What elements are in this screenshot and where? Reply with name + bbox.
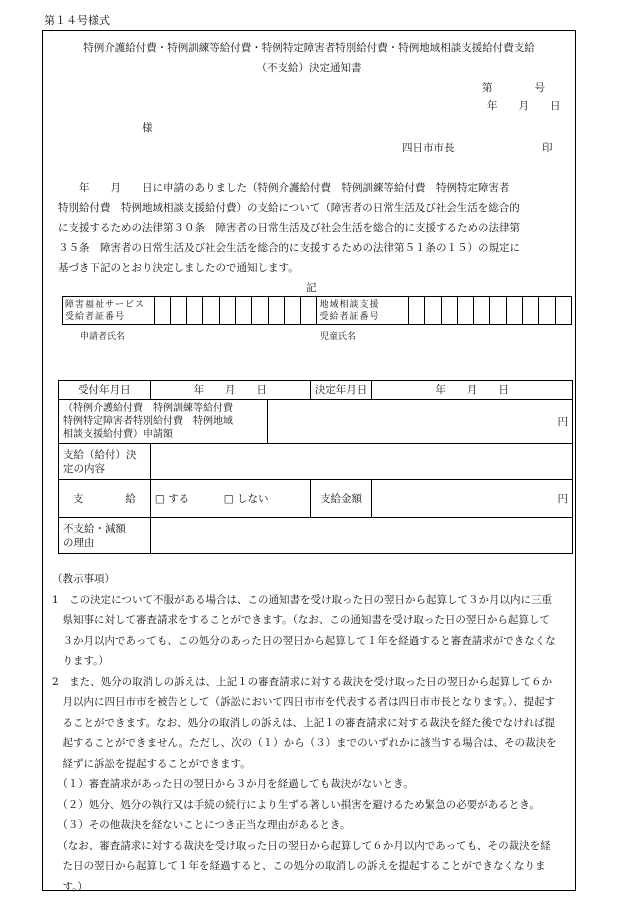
digit-box[interactable]	[555, 297, 571, 325]
note-line: （なお、審査請求に対する裁決を受け取った日の翌日から起算して６か月以内であっても、その裁決を経	[52, 839, 551, 852]
digit-box[interactable]	[523, 297, 539, 325]
document-number: 第 号	[482, 82, 545, 94]
payment-label: 支 給	[59, 480, 151, 518]
note-line: 県知事に対して審査請求をすることができます。（なお、この通知書を受け取った日の翌日から起算して	[52, 614, 550, 626]
digit-box[interactable]	[408, 297, 424, 325]
title-line-1: 特例介護給付費・特例訓練等給付費・特例特定障害者特別給付費・特例地域相談支援給付費支給	[83, 42, 535, 54]
digit-box[interactable]	[187, 297, 203, 325]
body-line: 特別給付費 特例地域相談支援給付費）の支給について（障害者の日常生活及び社会生活を総合的	[58, 202, 520, 214]
certificate-number-table	[62, 296, 572, 325]
consult-cert-label: 地域相談支援 受給者証番号	[317, 297, 409, 325]
note-line: 経ずに訴訟を提起することができます。	[52, 757, 251, 770]
note-line: た日の翌日から起算して１年を経過すると、この処分の取消しの訴えを提起することができなくなりま	[52, 860, 546, 872]
digit-box[interactable]	[252, 297, 268, 325]
reason-field[interactable]	[150, 518, 572, 554]
note-line: ることができます。なお、処分の取消しの訴えは、上記１の審査請求に対する裁決を経た後でなければ提	[52, 716, 556, 729]
note-line: （１）審査請求があった日の翌日から３か月を経過しても裁決がないとき。	[52, 778, 414, 790]
request-amount-label: （特例介護給付費 特例訓練等給付費 特例特定障害者特別給付費 特例地域 相談支援給付費）申請額	[59, 400, 268, 444]
digit-box[interactable]	[170, 297, 186, 325]
payment-amount-field[interactable]	[372, 480, 573, 518]
body-line: 基づき下記のとおり決定しましたので通知します。	[58, 262, 299, 274]
received-date-value[interactable]: 年 月 日	[150, 381, 310, 400]
decision-table	[58, 380, 573, 554]
reason-label: 不支給・減額 の理由	[59, 518, 151, 554]
request-amount-field[interactable]	[268, 400, 573, 444]
payment-amount-label: 支給金額	[310, 480, 372, 518]
digit-box[interactable]	[284, 297, 300, 325]
addressee-suffix: 様	[142, 122, 153, 134]
notice-body	[58, 178, 568, 278]
note-line: す。）	[52, 880, 88, 893]
decision-content-field[interactable]	[150, 444, 572, 480]
child-name-label: 児童氏名	[320, 332, 357, 342]
digit-box[interactable]	[490, 297, 506, 325]
note-line: （２）処分、処分の執行又は手続の続行により生ずる著しい損害を避けるため緊急の必要があるとき。	[52, 798, 540, 811]
digit-box[interactable]	[301, 297, 317, 325]
applicant-name-label: 申請者氏名	[80, 332, 126, 342]
ki-heading: 記	[306, 282, 317, 294]
decision-date-label: 決定年月日	[310, 381, 372, 400]
note-line: 1 この決定について不服がある場合は、この通知書を受け取った日の翌日から起算して３か月以内に三重	[52, 593, 552, 606]
note-line: ります。）	[52, 655, 109, 667]
body-line: に支援するための法律第３０条 障害者の日常生活及び社会生活を総合的に支援するための法律第	[58, 222, 520, 234]
title-line-2: （不支給）決定通知書	[256, 62, 362, 74]
decision-content-label: 支給（給付）決 定の内容	[59, 444, 151, 480]
checkbox-do[interactable]: □ する	[154, 492, 190, 505]
issuer-name: 四日市市長	[402, 142, 455, 154]
received-date-label: 受付年月日	[59, 381, 151, 400]
digit-box[interactable]	[441, 297, 457, 325]
yen-unit: 円	[557, 492, 568, 505]
digit-box[interactable]	[235, 297, 251, 325]
digit-box[interactable]	[506, 297, 522, 325]
body-line: ３５条 障害者の日常生活及び社会生活を総合的に支援するための法律第５１条の１５）の規定に	[58, 242, 520, 254]
note-line: 起することができません。ただし、次の（１）から（３）までのいずれかに該当する場合は、その裁決を	[52, 737, 557, 749]
digit-box[interactable]	[154, 297, 170, 325]
digit-box[interactable]	[425, 297, 441, 325]
issue-date: 年 月 日	[487, 100, 561, 112]
form-number: 第１４号様式	[44, 14, 110, 27]
note-line: ３か月以内であっても、この処分のあった日の翌日から起算して１年を経過すると審査請求ができなくな	[52, 634, 556, 647]
digit-box[interactable]	[539, 297, 555, 325]
note-line: （３）その他裁決を経ないことにつき正当な理由があるとき。	[52, 819, 351, 831]
yen-unit: 円	[557, 415, 568, 428]
digit-box[interactable]	[474, 297, 490, 325]
decision-date-value[interactable]: 年 月 日	[372, 381, 573, 400]
notes-heading: （教示事項）	[52, 573, 115, 585]
note-line: 月以内に四日市市を被告として（訴訟において四日市市を代表する者は四日市市長となります。）、提起す	[52, 696, 556, 708]
digit-box[interactable]	[219, 297, 235, 325]
payment-choice	[150, 480, 310, 518]
welfare-cert-label: 障害福祉サービス 受給者証番号	[63, 297, 155, 325]
body-line: 年 月 日に申請のありました（特例介護給付費 特例訓練等給付費 特例特定障害者	[58, 182, 510, 194]
digit-box[interactable]	[457, 297, 473, 325]
checkbox-dont[interactable]: □ しない	[223, 492, 269, 505]
note-line: 2 また、処分の取消しの訴えは、上記１の審査請求に対する裁決を受け取った日の翌日から起算して６か	[52, 675, 553, 688]
digit-box[interactable]	[268, 297, 284, 325]
seal-mark: 印	[542, 142, 553, 154]
instruction-notes	[52, 569, 572, 897]
digit-box[interactable]	[203, 297, 219, 325]
